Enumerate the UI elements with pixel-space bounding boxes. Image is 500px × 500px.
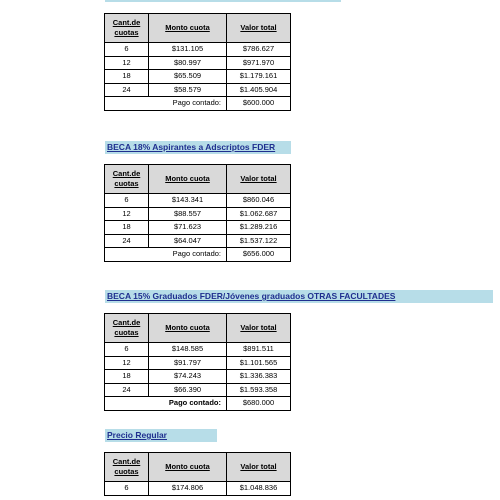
- cell-total: $1.101.565: [227, 356, 291, 370]
- table-row: [105, 234, 291, 248]
- cell-cuotas: 18: [105, 70, 149, 84]
- cell-total: $1.593.358: [227, 383, 291, 397]
- table-row: [105, 83, 291, 97]
- table-row: [105, 56, 291, 70]
- cell-cuotas: 18: [105, 370, 149, 384]
- section-title-precio-regular: [105, 429, 217, 442]
- cell-monto: $58.579: [149, 83, 227, 97]
- header-cuotas: Cant.de cuotas: [105, 314, 149, 343]
- cell-cuotas: 6: [105, 43, 149, 57]
- contado-label: Pago contado:: [105, 248, 227, 262]
- table-row: [105, 194, 291, 208]
- header-total: Valor total: [227, 453, 291, 482]
- header-total: Valor total: [227, 314, 291, 343]
- cell-cuotas: 6: [105, 343, 149, 357]
- section-header-bar: [105, 0, 341, 2]
- cell-cuotas: 18: [105, 221, 149, 235]
- cell-cuotas: 12: [105, 207, 149, 221]
- table-header-row: [105, 314, 291, 343]
- contado-row: [105, 248, 291, 262]
- price-table-3: [104, 313, 291, 411]
- contado-value: $656.000: [227, 248, 291, 262]
- section-title-beca-18: [105, 141, 291, 154]
- cell-monto: $174.806: [149, 482, 227, 496]
- header-monto: Monto cuota: [149, 165, 227, 194]
- table-row: [105, 207, 291, 221]
- cell-monto: $88.557: [149, 207, 227, 221]
- contado-value: $680.000: [227, 397, 291, 411]
- table-row: [105, 370, 291, 384]
- table-header-row: [105, 165, 291, 194]
- section-title-text: BECA 18% Aspirantes a Adscriptos FDER: [107, 142, 276, 152]
- cell-cuotas: 24: [105, 83, 149, 97]
- cell-total: $971.970: [227, 56, 291, 70]
- cell-monto: $71.623: [149, 221, 227, 235]
- price-table-4: [104, 452, 291, 496]
- cell-monto: $80.997: [149, 56, 227, 70]
- header-monto: Monto cuota: [149, 314, 227, 343]
- table-row: [105, 356, 291, 370]
- contado-row: [105, 397, 291, 411]
- cell-monto: $131.105: [149, 43, 227, 57]
- cell-cuotas: 12: [105, 356, 149, 370]
- table-row: [105, 343, 291, 357]
- cell-total: $786.627: [227, 43, 291, 57]
- cell-total: $860.046: [227, 194, 291, 208]
- contado-value: $600.000: [227, 97, 291, 111]
- section-title-text: Precio Regular: [107, 430, 167, 440]
- header-monto: Monto cuota: [149, 14, 227, 43]
- cell-monto: $91.797: [149, 356, 227, 370]
- cell-monto: $143.341: [149, 194, 227, 208]
- table-header-row: [105, 453, 291, 482]
- table-header-row: [105, 14, 291, 43]
- cell-total: $1.179.161: [227, 70, 291, 84]
- cell-monto: $66.390: [149, 383, 227, 397]
- cell-total: $1.537.122: [227, 234, 291, 248]
- price-table-2: [104, 164, 291, 262]
- cell-total: $1.048.836: [227, 482, 291, 496]
- table-row: [105, 383, 291, 397]
- header-cuotas: Cant.de cuotas: [105, 14, 149, 43]
- contado-row: [105, 97, 291, 111]
- section-title-beca-15: [105, 290, 493, 303]
- cell-monto: $64.047: [149, 234, 227, 248]
- cell-monto: $74.243: [149, 370, 227, 384]
- cell-total: $1.405.904: [227, 83, 291, 97]
- cell-total: $891.511: [227, 343, 291, 357]
- price-table-1: [104, 13, 291, 111]
- cell-cuotas: 12: [105, 56, 149, 70]
- cell-total: $1.336.383: [227, 370, 291, 384]
- table-row: [105, 43, 291, 57]
- header-cuotas: Cant.de cuotas: [105, 453, 149, 482]
- contado-label: Pago contado:: [105, 97, 227, 111]
- table-row: [105, 482, 291, 496]
- cell-monto: $65.509: [149, 70, 227, 84]
- cell-cuotas: 6: [105, 194, 149, 208]
- header-total: Valor total: [227, 165, 291, 194]
- header-monto: Monto cuota: [149, 453, 227, 482]
- header-cuotas: Cant.de cuotas: [105, 165, 149, 194]
- contado-label: Pago contado:: [105, 397, 227, 411]
- table-row: [105, 70, 291, 84]
- cell-cuotas: 24: [105, 234, 149, 248]
- table-row: [105, 221, 291, 235]
- cell-total: $1.062.687: [227, 207, 291, 221]
- header-total: Valor total: [227, 14, 291, 43]
- cell-cuotas: 24: [105, 383, 149, 397]
- cell-cuotas: 6: [105, 482, 149, 496]
- cell-monto: $148.585: [149, 343, 227, 357]
- cell-total: $1.289.216: [227, 221, 291, 235]
- section-title-text: BECA 15% Graduados FDER/Jóvenes graduados OTRAS FACULTADES: [107, 291, 396, 301]
